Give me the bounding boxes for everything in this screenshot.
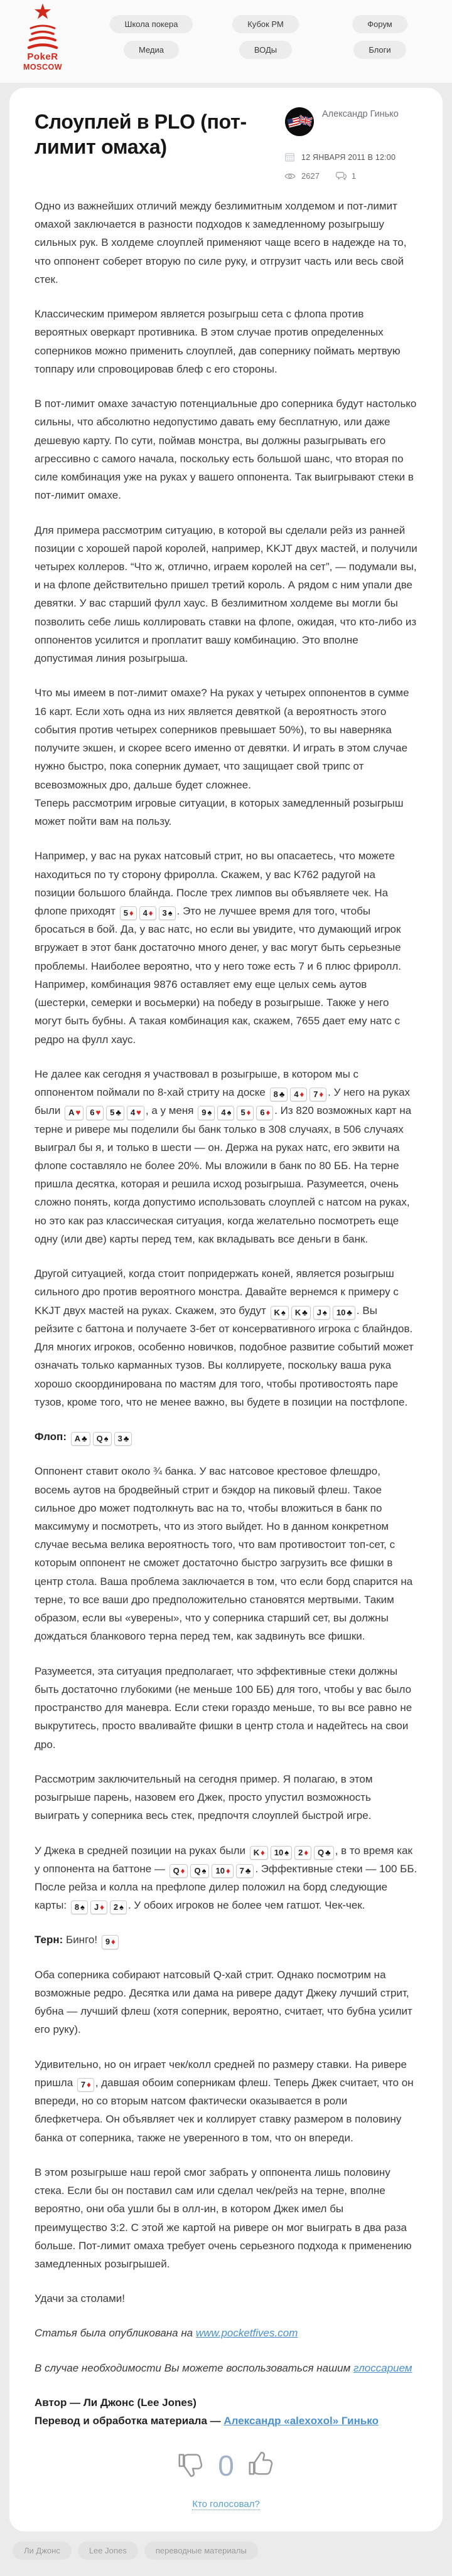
nav-button-2[interactable]: Кубок РМ xyxy=(232,15,299,33)
text-run: . Из 820 возможных карт на терне и ривере мы поделили бы банк только в 308 случаях, в 506 случаях выиграл бы я, и только в шести — он. Держа на руках натс, его эквити на флопе составляло не более 20%. Мы вложили в банк по 80 ББ. На терне пришла десятка, которая и решила исход розыгрыша. Разумеется, очень сложно понять, когда допустимо использовать слоуплей с натсом на руках, но это как раз классическая ситуация, когда желательно посмотреть еще одну (или две) карты перед тем, как вкладывать все деньги в банк. xyxy=(35,1105,412,1245)
playing-card-Qs: Q ♠ xyxy=(93,1432,112,1446)
nav-button-3[interactable]: Форум xyxy=(352,15,407,33)
tag-1[interactable]: Ли Джонс xyxy=(13,2542,72,2560)
playing-card-Kc: K ♣ xyxy=(291,1306,311,1320)
text-run: Например, у вас на руках натсовый стрит, но вы опасаетесь, что можете находиться по ту сторону фриролла. Скажем, у вас K762 радугой на позиции большого блайнда. После трех лимпов вы объявляете чек. На флопе приходят xyxy=(35,850,395,917)
paragraph xyxy=(35,1264,417,1411)
playing-card-10c: 10 ♣ xyxy=(333,1306,355,1320)
nav-button-5[interactable]: ВОДы xyxy=(239,41,292,59)
playing-card-Qc: Q ♣ xyxy=(314,1846,334,1860)
publish-date: 12 ЯНВАРЯ 2011 В 12:00 xyxy=(301,152,396,162)
playing-card-5d: 5 ♦ xyxy=(120,906,137,920)
playing-card-5d: 5 ♦ xyxy=(237,1106,254,1120)
playing-card-Js: J ♠ xyxy=(313,1306,330,1320)
playing-card-4s: 4 ♠ xyxy=(217,1106,234,1120)
playing-card-7c: 7 ♣ xyxy=(236,1864,254,1878)
text-run: Удивительно, но он играет чек/колл средней по размеру ставки. На ривере пришла xyxy=(35,2058,407,2089)
paragraph xyxy=(35,1428,417,1446)
text-run: Разумеется, эта ситуация предполагает, что эффективные стеки должны быть достаточно глубокими (не меньше 100 ББ) для того, чтобы у вас было пространство для маневра. Если стеки гораздо меньше, то вы все равно не выкрутитесь, просто вваливайте фишки в центр стола и надейтесь на свои дро. xyxy=(35,1665,412,1751)
paragraph xyxy=(35,197,417,289)
who-voted-row xyxy=(35,2499,417,2510)
playing-card-6h: 6 ♥ xyxy=(86,1106,104,1120)
star-icon: ★ xyxy=(33,0,53,24)
text-run: Бинго! xyxy=(66,1934,100,1946)
text-run: Что мы имеем в пот-лимит омахе? На руках у четырех оппонентов в сумме 16 карт. Если хоть одна из них является девяткой (а вероятность этого события против четырех соперников превышает 50%), то вы наверняка получите экшен, и скорее всего именно от девятки. И играть в этом случае нужно быстро, пока соперник думает, что защищает свой трипс от всевозможных дро, дальше будет сложнее. xyxy=(35,687,409,791)
text-run: В случае необходимости Вы можете воспользоваться нашим xyxy=(35,2361,354,2374)
text-run: Оппонент ставит около ¾ банка. У вас натсовое крестовое флешдро, восемь аутов на бродвейный стрит и бэкдор на пиковый флеш. Такое сильное дро может подтолкнуть вас на то, чтобы вложиться в банк по максимуму и посмотреть, что из этого выйдет. Но в данном конкретном случае весьма велика вероятность того, что вам противостоит топ-сет, с которым оппонент не сможет достаточно быстро загрузить все фишки в центр стола. Ваша проблема заключается в том, что если борд спарится на терне, то все ваши дро предположительно становятся мертвыми. Таким образом, если вы «уверены», что у соперника старший сет, вы должны дождаться бланкового терна перед тем, как задвинуть все фишки. xyxy=(35,1465,413,1643)
playing-card-Ah: A ♥ xyxy=(65,1106,83,1120)
text-run: . Вы рейзите с баттона и получаете 3-бет от консервативного игрока с блайндов. Для многих игроков, особенно новичков, подобное развитие событий может означать только карманных тузов. Вы коллируете, поскольку ваша рука хорошо скоординирована по мастям для того, чтобы противостоять паре тузов, кроме того, что не менее важно, вы будете в позиции на постфлопе. xyxy=(35,1304,414,1408)
playing-card-7d: 7 ♦ xyxy=(77,2078,94,2092)
playing-card-9d: 9 ♦ xyxy=(102,1935,119,1949)
views-icon xyxy=(284,172,296,181)
paragraph xyxy=(35,2393,417,2430)
article-body xyxy=(35,197,417,2430)
paragraph xyxy=(35,1931,417,1949)
article-meta xyxy=(284,107,417,181)
playing-card-Ac: A ♣ xyxy=(71,1432,90,1446)
paragraph xyxy=(35,2289,417,2308)
paragraph xyxy=(35,684,417,830)
comments-icon xyxy=(336,171,347,181)
text-run: В пот-лимит омахе зачастую потенциальные дро соперника будут настолько сильны, что абсолютно недопустимо давать ему бесплатную, или даже дешевую карту. По сути, поймав монстра, вы должны разыгрывать его агрессивно с самого начала, поскольку есть большой шанс, что вторая по силе комбинация уже на руках у вашего оппонента. Так выигрывают стеки в пот-лимит омахе. xyxy=(35,398,417,502)
paragraph xyxy=(35,2055,417,2147)
text-run: Одно из важнейших отличий между безлимитным холдемом и пот-лимит омахой заключается в разности подходов к замедленному розыгрышу сильных рук. В холдеме слоуплей применяют чаще всего в надежде на то, что оппонент соберет вторую по силе руку, и отгрузит часть или весь свой стек. xyxy=(35,200,407,285)
paragraph xyxy=(35,1065,417,1248)
nav-button-6[interactable]: Блоги xyxy=(353,41,406,59)
text-run: Терн: xyxy=(35,1934,67,1946)
text-run: Перевод и обработка материала — xyxy=(35,2415,224,2427)
nav-button-1[interactable]: Школа покера xyxy=(110,15,193,33)
playing-card-Qs: Q ♠ xyxy=(190,1864,209,1878)
inline-link[interactable]: Александр «alexoxol» Гинько xyxy=(223,2415,379,2427)
vote-count: 0 xyxy=(218,2449,234,2483)
paragraph xyxy=(35,305,417,378)
text-run: У Джека в средней позиции на руках были xyxy=(35,1844,249,1857)
inline-link[interactable]: www.pocketfives.com xyxy=(195,2327,298,2340)
paragraph xyxy=(35,2163,417,2273)
paragraph xyxy=(35,521,417,668)
thumb-down-button[interactable] xyxy=(176,2450,205,2482)
paragraph xyxy=(35,2324,417,2342)
text-run: Оба соперника собирают натсовый Q-хай стрит. Однако посмотрим на возможные редро. Десятка или дама на ривере дадут Джеку лучший стрит, бубна — лучший флеш (хотя соперник, вероятно, считает, что бубна усилит его руку). xyxy=(35,1968,412,2036)
playing-card-9s: 9 ♠ xyxy=(198,1106,215,1120)
text-run: Рассмотрим заключительный на сегодня пример. Я полагаю, в этом розыгрыше парень, назовем его Джек, просто упустил возможность выиграть у соперника весь стек, предпочтя слоуплей быстрой игре. xyxy=(35,1773,373,1822)
text-run: . Это не лучшее время для того, чтобы бросаться в бой. Да, у вас натс, но если вы увидите, что думающий игрок вгружает в этот банк достаточно много денег, у вас могут быть серьезные проблемы. Наиболее вероятно, что у него тоже есть 7 и 6 плюс фриролл. Например, комбинация 9876 оставляет ему еще целых семь аутов (шестерки, семерки и восьмерки) на победу в розыгрыше. Также у него могут быть бубны. А такая комбинация как, скажем, 7655 дает ему натс с редро на фулл хаус. xyxy=(35,904,402,1046)
playing-card-4d: 4 ♦ xyxy=(139,906,156,920)
paragraph xyxy=(35,1462,417,1645)
playing-card-5c: 5 ♣ xyxy=(106,1106,124,1120)
nav-button-4[interactable]: Медиа xyxy=(124,41,179,59)
playing-card-7d: 7 ♦ xyxy=(309,1088,326,1101)
playing-card-Kd: K ♦ xyxy=(250,1846,268,1860)
text-run: В этом розыгрыше наш герой смог забрать у оппонента лишь половину стека. Если бы он поставил сам или сделал чек/рейз на терне, вполне вероятно, они оба ушли бы в олл-ин, в котором Джек имел бы преимущество 3:2. С этой же картой на ривере он мог выиграть в два раза больше. Пот-лимит омаха требует очень серьезного подхода к применению замедленных розыгрышей. xyxy=(35,2166,412,2270)
main-nav xyxy=(94,15,437,59)
stats-row xyxy=(284,171,417,181)
text-run: , давшая обоим соперникам флеш. Теперь Джек считает, что он впереди, но со вторым натсом фактически оказывается в роли блефкетчера. Он объявляет чек и коллирует ставку размером в половину банка от соперника, также не уверенного в том, что он впереди. xyxy=(35,2076,414,2144)
logo-text-poker: PokeR xyxy=(27,51,58,62)
author-name[interactable]: Александр Гинько xyxy=(322,109,399,119)
text-run: . У обоих игроков не более чем гатшот. Чек-чек. xyxy=(127,1899,365,1912)
tags-row xyxy=(13,2542,452,2576)
text-run: Флоп: xyxy=(35,1431,70,1443)
playing-card-4d: 4 ♦ xyxy=(290,1088,307,1101)
paragraph xyxy=(35,395,417,504)
text-run: Не далее как сегодня я участвовал в розыгрыше, в котором мы с оппонентом поймали по 8-хай стриту на доске xyxy=(35,1068,359,1099)
playing-card-10s: 10 ♠ xyxy=(271,1846,292,1860)
text-run: Удачи за столами! xyxy=(35,2292,125,2305)
text-run: Другой ситуацией, когда стоит попридержать коней, является розыгрыш сильного дро против вероятного монстра. Давайте вернемся к примеру с KKJT двух мастей на руках. Скажем, это будут xyxy=(35,1268,399,1317)
logo-text-moscow: MOSCOW xyxy=(23,63,63,72)
playing-card-Ks: K ♠ xyxy=(271,1306,289,1320)
comments-count: 1 xyxy=(351,171,357,181)
playing-card-Qd: Q ♦ xyxy=(170,1864,188,1878)
playing-card-4h: 4 ♥ xyxy=(127,1106,144,1120)
text-run: Автор — Ли Джонс (Lee Jones) xyxy=(35,2396,196,2409)
text-run: Статья была опубликована на xyxy=(35,2327,196,2340)
thumb-up-button[interactable] xyxy=(247,2450,276,2482)
date-row xyxy=(284,152,417,162)
playing-card-2s: 2 ♠ xyxy=(110,1900,127,1914)
paragraph xyxy=(35,2359,417,2377)
playing-card-8c: 8 ♣ xyxy=(270,1088,288,1101)
playing-card-3s: 3 ♠ xyxy=(159,906,176,920)
author-row[interactable] xyxy=(284,107,417,137)
comments-stat[interactable] xyxy=(336,171,356,181)
site-logo[interactable] xyxy=(13,1,73,72)
text-run: , в то время как у оппонента на баттоне — xyxy=(35,1844,412,1875)
article-card xyxy=(9,88,443,2531)
text-run: . Эффективные стеки — 100 ББ. После рейза и колла на префлопе дилер положил на борд следующие карты: xyxy=(35,1862,417,1912)
title-row xyxy=(35,107,417,181)
text-run: Теперь рассмотрим игровые ситуации, в которых замедленный розыгрыш может пойти вам на пользу. xyxy=(35,797,404,828)
playing-card-8s: 8 ♠ xyxy=(71,1900,88,1914)
page-title: Слоуплей в PLO (пот-лимит омаха) xyxy=(35,110,247,158)
paragraph xyxy=(35,1842,417,1915)
playing-card-10d: 10 ♦ xyxy=(212,1864,233,1878)
vote-row xyxy=(35,2449,417,2483)
text-run: . У него на руках были xyxy=(35,1086,411,1117)
views-count: 2627 xyxy=(301,171,320,181)
playing-card-2d: 2 ♦ xyxy=(294,1846,311,1860)
paragraph xyxy=(35,1662,417,1754)
tag-2[interactable]: Lee Jones xyxy=(78,2542,138,2560)
text-run: , а у меня xyxy=(145,1105,197,1117)
tag-3[interactable]: переводные материалы xyxy=(144,2542,258,2560)
playing-card-3c: 3 ♣ xyxy=(114,1432,132,1446)
paragraph xyxy=(35,1966,417,2039)
playing-card-6d: 6 ♦ xyxy=(256,1106,273,1120)
paragraph xyxy=(35,847,417,1049)
calendar-icon xyxy=(284,152,295,162)
playing-card-Jd: J ♦ xyxy=(90,1900,107,1914)
avatar xyxy=(284,107,315,137)
inline-link[interactable]: глоссарием xyxy=(353,2361,412,2374)
kremlin-arcs-icon xyxy=(24,24,61,51)
who-voted-link[interactable]: Кто голосовал? xyxy=(192,2499,260,2510)
text-run: Классическим примером является розыгрыш сета с флопа против вероятных оверкарт противника. В этом случае против определенных соперников можно применить слоуплей, дав сопернику поймать мертвую топпару или спровоцировав блеф с его стороны. xyxy=(35,308,401,375)
site-header xyxy=(0,0,452,83)
paragraph xyxy=(35,1770,417,1825)
text-run: Для примера рассмотрим ситуацию, в которой вы сделали рейз из ранней позиции с хорошей парой королей, например, KKJT двух мастей, и получили четырех коллеров. “Что ж, отлично, играем королей на сет”, — подумали вы, и на флопе действительно пришел третий король. А рядом с ним упали две девятки. У вас старший фулл хаус. В безлимитном холдеме вы могли бы позволить себе лишь коллировать ставки на флопе, ожидая, что кто-либо из оппонентов усилится и проплатит вашу комбинацию. Это вполне допустимая линия розыгрыша. xyxy=(35,524,417,665)
